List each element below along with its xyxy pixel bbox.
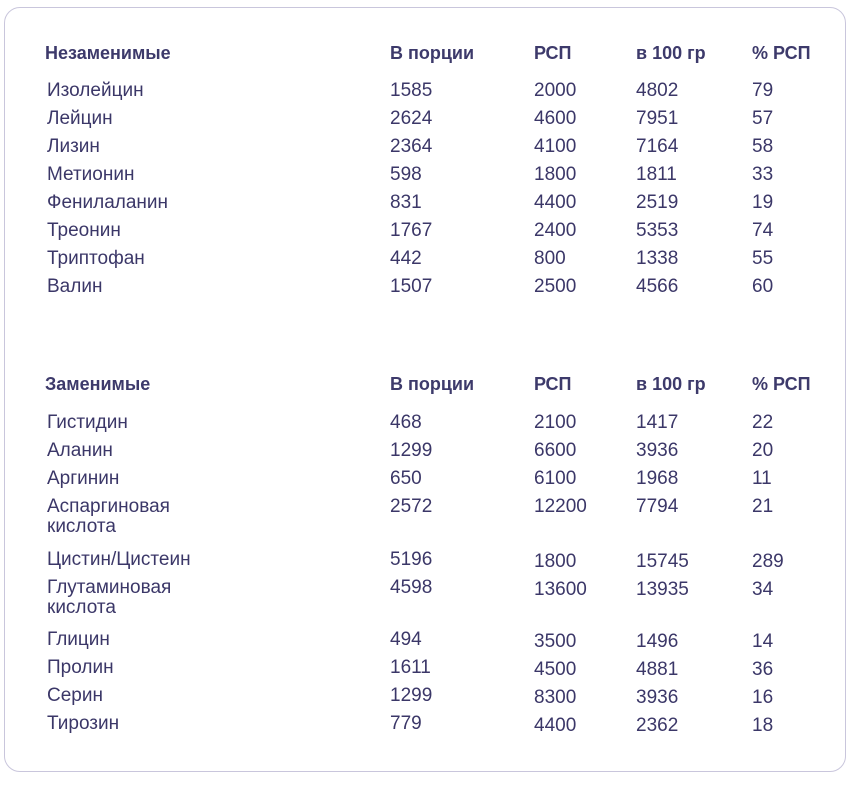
rsp-value: 13600 [534,579,587,600]
percent-rsp-value: 16 [752,687,774,708]
per-serving-value: 468 [390,412,422,433]
per-100g-value: 13935 [636,579,689,600]
per-100g-value: 3936 [636,687,679,708]
header-per-100g: в 100 гр [636,43,706,63]
table-row [0,165,853,191]
amino-name: Аргинин [47,468,120,489]
header-rsp: РСП [534,374,572,394]
percent-rsp-value: 74 [752,220,774,241]
per-serving-value: 2624 [390,108,433,129]
per-100g-value: 2519 [636,192,679,213]
per-serving-value: 2572 [390,496,433,517]
percent-rsp-value: 34 [752,579,774,600]
rsp-value: 2500 [534,276,577,297]
rsp-value: 6600 [534,440,577,461]
percent-rsp-value: 58 [752,136,774,157]
percent-rsp-value: 55 [752,248,774,269]
per-serving-value: 650 [390,468,422,489]
table-row [0,714,853,740]
percent-rsp-value: 14 [752,631,774,652]
amino-name: Треонин [47,220,121,241]
amino-name: Цистин/Цистеин [47,549,191,570]
percent-rsp-value: 18 [752,715,774,736]
rsp-value: 6100 [534,468,577,489]
percent-rsp-value: 20 [752,440,774,461]
percent-rsp-value: 36 [752,659,774,680]
per-100g-value: 7951 [636,108,679,129]
percent-rsp-value: 289 [752,551,784,572]
per-100g-value: 7164 [636,136,679,157]
per-serving-value: 442 [390,248,422,269]
nonessential-header-row [0,374,853,400]
table-row [0,137,853,163]
per-serving-value: 1585 [390,80,433,101]
amino-name: Изолейцин [47,80,144,101]
per-serving-value: 494 [390,629,422,650]
table-row [0,658,853,684]
table-row [0,413,853,439]
per-100g-value: 4802 [636,80,679,101]
rsp-value: 2000 [534,80,577,101]
per-serving-value: 1507 [390,276,433,297]
percent-rsp-value: 11 [752,468,772,489]
amino-name: Лизин [47,136,100,157]
amino-name: Глицин [47,629,110,650]
essential-header-row [0,43,853,69]
percent-rsp-value: 19 [752,192,774,213]
table-row [0,277,853,303]
rsp-value: 3500 [534,631,577,652]
percent-rsp-value: 33 [752,164,774,185]
header-percent-rsp: % РСП [752,374,811,394]
per-serving-value: 831 [390,192,422,213]
rsp-value: 1800 [534,164,577,185]
rsp-value: 800 [534,248,566,269]
rsp-value: 4500 [534,659,577,680]
amino-name: Фенилаланин [47,192,169,213]
amino-name: Валин [47,276,103,297]
header-per-serving: В порции [390,374,475,394]
per-100g-value: 15745 [636,551,689,572]
per-100g-value: 1811 [636,164,677,185]
rsp-value: 12200 [534,496,587,517]
per-serving-value: 1611 [390,657,431,678]
table-row [0,81,853,107]
percent-rsp-value: 79 [752,80,774,101]
per-100g-value: 2362 [636,715,679,736]
table-row [0,109,853,135]
amino-name: Аспаргиновая кислота [47,496,170,537]
per-100g-value: 1496 [636,631,679,652]
per-serving-value: 2364 [390,136,433,157]
per-100g-value: 4566 [636,276,679,297]
per-serving-value: 779 [390,713,422,734]
amino-name: Тирозин [47,713,120,734]
amino-name: Глутаминовая кислота [47,577,172,618]
per-100g-value: 1417 [636,412,679,433]
table-row [0,630,853,656]
table-row [0,249,853,275]
table-row [0,578,853,620]
rsp-value: 8300 [534,687,577,708]
header-essential: Незаменимые [45,43,171,63]
per-serving-value: 598 [390,164,422,185]
header-per-100g: в 100 гр [636,374,706,394]
table-row [0,469,853,495]
header-per-serving: В порции [390,43,475,63]
header-percent-rsp: % РСП [752,43,811,63]
per-serving-value: 1299 [390,685,433,706]
per-100g-value: 5353 [636,220,679,241]
amino-name: Пролин [47,657,114,678]
rsp-value: 4100 [534,136,577,157]
per-serving-value: 1767 [390,220,433,241]
per-serving-value: 1299 [390,440,433,461]
table-row [0,221,853,247]
rsp-value: 2100 [534,412,577,433]
amino-name: Гистидин [47,412,128,433]
per-100g-value: 1968 [636,468,679,489]
per-100g-value: 4881 [636,659,679,680]
per-serving-value: 5196 [390,549,433,570]
amino-name: Метионин [47,164,135,185]
percent-rsp-value: 57 [752,108,774,129]
table-row [0,193,853,219]
per-serving-value: 4598 [390,577,433,598]
table-row [0,441,853,467]
per-100g-value: 7794 [636,496,679,517]
rsp-value: 4400 [534,715,577,736]
percent-rsp-value: 21 [752,496,774,517]
amino-name: Аланин [47,440,113,461]
amino-name: Серин [47,685,103,706]
percent-rsp-value: 60 [752,276,774,297]
header-nonessential: Заменимые [45,374,151,394]
per-100g-value: 1338 [636,248,679,269]
rsp-value: 4400 [534,192,577,213]
amino-name: Триптофан [47,248,145,269]
per-100g-value: 3936 [636,440,679,461]
rsp-value: 2400 [534,220,577,241]
percent-rsp-value: 22 [752,412,774,433]
table-row [0,686,853,712]
rsp-value: 1800 [534,551,577,572]
table-row [0,550,853,576]
amino-name: Лейцин [47,108,113,129]
table-row [0,497,853,539]
header-rsp: РСП [534,43,572,63]
rsp-value: 4600 [534,108,577,129]
